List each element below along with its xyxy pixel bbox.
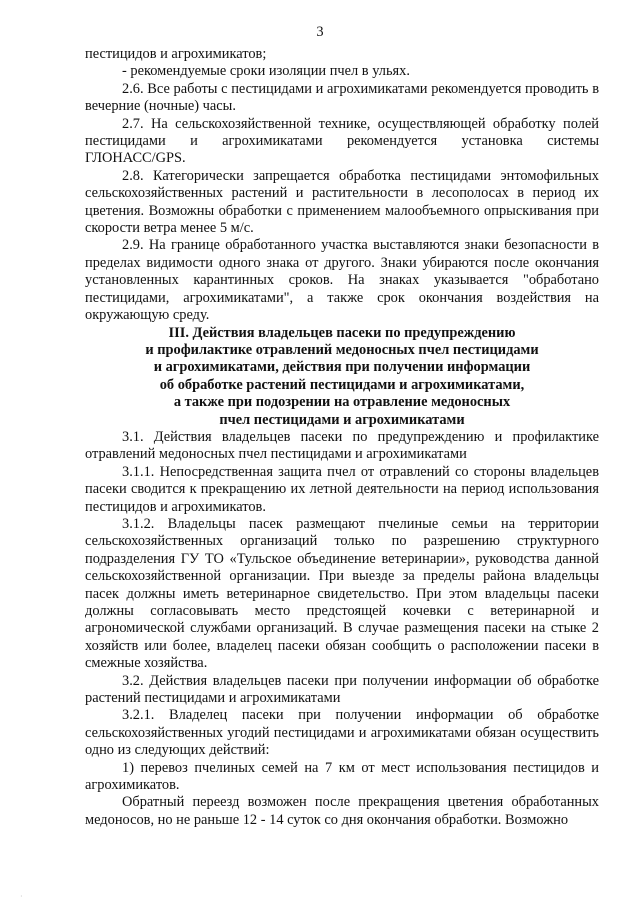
scan-mark: · (20, 892, 23, 901)
paragraph-2-9: 2.9. На границе обработанного участка выставляются знаки безопасности в пределах видимости одного знака от другого. Знаки убираются после окончания установленных карантинных сроков. На знаках указывается "обработано пестицидами, агрохимикатами", а также срок окончания воздействия на окружающую среду. (85, 237, 599, 324)
paragraph-2-7: 2.7. На сельскохозяйственной технике, осуществляющей обработку полей пестицидами и агрохимикатами рекомендуется установка системы ГЛОНАСС/GPS. (85, 115, 599, 167)
paragraph-3-2-1: 3.2.1. Владелец пасеки при получении информации об обработке сельскохозяйственных угодий пестицидами и агрохимикатами обязан осуществить одно из следующих действий: (85, 707, 599, 759)
paragraph-3-1-2: 3.1.2. Владельцы пасек размещают пчелиные семьи на территории сельскохозяйственных организаций только по разрешению структурного подразделения ГУ ТО «Тульское объединение ветеринарии», руководства данной сельскохозяйственной организации. При выезде за пределы района владельцы пасек должны иметь ветеринарное свидетельство. При этом владельцы пасеки должны согласовывать место предстоящей кочевки с ветеринарной и агрономической службами организаций. В случае размещения пасеки на стыке 2 хозяйств или более, владелец пасеки обязан сообщить о расположении пасеки в смежные хозяйства. (85, 515, 599, 672)
paragraph-3-2: 3.2. Действия владельцев пасеки при получении информации об обработке растений пестицидами и агрохимикатами (85, 672, 599, 707)
page-number: 3 (316, 24, 324, 40)
paragraph-return-move: Обратный переезд возможен после прекращения цветения обработанных медоносов, но не раньше 12 - 14 суток со дня окончания обработки. Возможно (85, 794, 599, 828)
section-heading-line: пчел пестицидами и агрохимикатами (219, 411, 465, 428)
document-body (85, 46, 599, 829)
paragraph-3-1-1: 3.1.1. Непосредственная защита пчел от отравлений со стороны владельцев пасеки сводится к прекращению их летной деятельности на период использования пестицидов и агрохимикатов. (85, 463, 599, 515)
list-item-relocation: 1) перевоз пчелиных семей на 7 км от мест использования пестицидов и агрохимикатов. (85, 759, 599, 794)
section-heading-line: об обработке растений пестицидами и агрохимикатами, (159, 376, 525, 393)
paragraph-2-8: 2.8. Категорически запрещается обработка пестицидами энтомофильных сельскохозяйственных растений и растительности в лесополосах в период их цветения. Возможны обработки с применением малообъемного опрыскивания при скорости ветра менее 5 м/с. (85, 167, 599, 237)
section-heading-line: III. Действия владельцев пасеки по предупреждению (168, 324, 516, 341)
paragraph-3-1: 3.1. Действия владельцев пасеки по предупреждению и профилактике отравлений медоносных пчел пестицидами и агрохимикатами (85, 428, 599, 463)
section-heading-line: а также при подозрении на отравление медоносных (173, 394, 511, 411)
section-heading-line: и агрохимикатами, действия при получении информации (153, 359, 531, 376)
paragraph-continuation: пестицидов и агрохимикатов; (85, 46, 267, 62)
paragraph-2-6: 2.6. Все работы с пестицидами и агрохимикатами рекомендуется проводить в вечерние (ночные) часы. (85, 80, 599, 115)
list-item-isolation: - рекомендуемые сроки изоляции пчел в ульях. (122, 63, 410, 80)
section-heading (85, 325, 599, 429)
section-heading-line: и профилактике отравлений медоносных пчел пестицидами (145, 341, 539, 358)
